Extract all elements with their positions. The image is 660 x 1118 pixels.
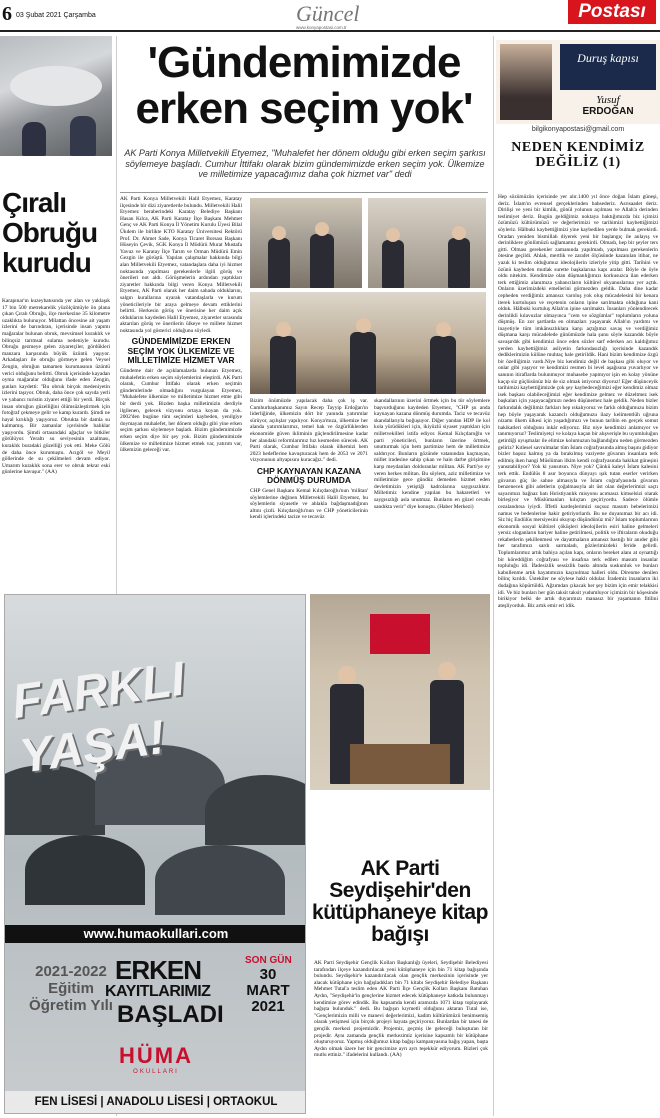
newspaper-logo: Postası [568,0,656,24]
columnist-photo [500,44,552,120]
ad-headline-erken: ERKEN [115,955,202,985]
main-article-column-1 [120,196,242,454]
ad-deadline-label: SON GÜN [245,955,292,966]
main-article-paragraph: AK Parti Konya Milletvekili Halil Etyemez, Karatay ilçesinde bir dizi ziyaretlerde bulundu. Milletvekili Halil Etyemez beraberindeki Karatay Belediye Başkanı Hasan Kılca, AK Parti Karatay İlçe Başkanı Mehmet Genç ve AK Parti Konya İl Yönetim Kurulu Üyesi Bilal Ükdem ile birlikte KTO Karatay Üniversitesi Rektörü Prof. Dr. Ahmet Sade, Konya Ticaret Borsası Başkanı Hüseyin Çevik, SGK Konya İl Müdürü Murat Mustafa Yavuz ve Karatay İlçe Tarım ve Orman Müdürü Emin Gezgin ile görüştü. Yapılan çalışmalar hakkında bilgi alan Milletvekili Etyemez, vatandaşlara daha iyi hizmet noktasında yapılması gerekenlerle ilgili görüş ve önerileri not aldı. Görüşmelerin ardından yaptıkları ziyaretler hakkında bilgi veren Konya Milletvekili Etyemez, AK Parti olarak her daim sahada olduklarını, salgın kurallarına uyarak vatandaşlarla ve kurum yöneticileriyle bir araya gelmeye devam ettiklerini belirtti. Herkesin görüş ve önerisine her daim açık olduklarını kaydeden Halil Etyemez, ziyaretler sırasında aktarılan görüş ve önerilerin ülkeye ve millete hizmet noktasında yol gösterici olduğunu söyledi. [120,196,243,334]
columnist-first-name: Yusuf [596,94,620,106]
school-advertisement [4,594,306,1114]
column-divider [493,36,494,1116]
ad-website: www.humaokullari.com [5,925,306,943]
site-url: www.konyapostasi.com.tr [296,25,347,30]
ad-brand-subtitle: OKULLARI [133,1069,179,1075]
meeting-photo [250,198,362,288]
books-table [350,744,450,784]
main-article-title: 'Gündemimizde erken seçim yok' [135,38,473,133]
issue-date: 03 Şubat 2021 Çarşamba [16,12,96,19]
page-header [0,0,660,28]
ad-academic-year: 2021-2022 Eğitim Öğretim Yılı [29,963,113,1014]
flag-icon [370,614,430,654]
columnist-last-name: ERDOĞAN [582,106,634,117]
ad-slogan: FARKLI YAŞA! [8,652,188,784]
column-title: NEDEN KENDİMİZ DEĞİLİZ (1) [511,140,645,170]
book-donation-photo [310,594,490,790]
ad-headline-basladi: BAŞLADI [117,1001,224,1028]
columnist-email: bilgikonyapostasi@gmail.com [531,126,625,133]
main-article-subheading: GÜNDEMİMİZDE ERKEN SEÇİM YOK ÜLKEMİZE VE MİLLETİMİZE HİZMET VAR [127,336,235,366]
main-article-column-2 [250,398,368,521]
deck-rule [120,192,488,193]
page-number: 6 [2,3,12,25]
column-body: Hep sözümüzün içerisinde yer alır.1400 yıl önce doğan İslam güneşi, deriz. İslam'ın evrensel gerçeklerinden bahsederiz. Asrısaadet deriz. Dirilişi ve yeni bir kimlik, gönül yolunun açılması ve Allah'a derinden teslimiyet deriz. Bugün geldiğimiz noktaya baktığımızda biz içimizi özümüzü kültürümüzü ve değerlerimizi ve tarihimizi kaybettiğimizi söyleriz. Hâlbuki kaybettiğimizi yine kaybedilen yerde bulmak gerekirdi. Oradan yeniden bismillah diyerek yeni bir başlangıç ile anlayış ve derinliklere gönlümüzü sağlamamız gerekirdi. Olmadı, hep bir şeyler ters gitti. Olması gerekenler zamanında yapılmadı, yapılması gerekenlerin ötesine geçildi. Ahlak, mertlik ve zarafet ölçüsünde kazanılan itibar, ne yazık ki teslim olduğumuz ideolojilerin izleriyle yitip gitti. Tarihini ve özünü kaybeden mutlak surette başkalarına kapı aralar. Böyle de öyle oldu nitekim. Kendimize olan düşmanlığımızı korkusuzca ilan ederken terk ettiğimiz alanımıza yabancıların kültürel okyanuslarına yer açtık. Onların üzerimizdeki emellerini görmezden geldik. Daha dine kadar cepheden verdiğimiz amansız varoluş yok oluş mücadelesini bir kenara iterek kurtuluşun ve reçetenin onların ipine sarılmakta olduğuna kani olduk. Hâlbuki kurtuluş Allah'ın ipine sarılmaktı. İnsanları yönlendirecek derinlikli kılavuzlar olmayınca "cem ve sözgümlar" toplumların yoluna düşmüş. En zor şartlarda en olmazları yaşayarak Allah'ın yardımı ve inayetiyle tüm imkânsızlıklara karşı açtığımız savaş ve verdiğimiz düşmana karşı mücadelede günümüzde hala şunu söyle kazandık böyle savaşırdık gibi kendimizi önce eden sözler sarf ederken acı kaldığımız yerden kaybettiğimiz asliyetin farkındasızlığı içerisinde kazandık dediklerimizin külüne muhtaç hale getirildik. Hani bizim kendimize özgü bir özelliğimiz vardı.Niye biz kendimiz değil de başkası gibi oluyor ve onlar gibi yaşıyor ve kendimizi resmen bi level aşağısına yuvarlıyor ve sanının itiraflarda bulunmuyor muhasebe yapmıyor işin en kolay yönüne kaçıp siz güçlüsünüz biz de siz olmak istiyoruz diyoruz! Eğer düşünceyik tarihimizi kaybettiğimizde çok şey kaybedeceğimizi eğer kendimiz olmaz isek başkası olabileceğimizi eğer kendimize gelmez ve düzeltmez isek başkaları için yaşayacağımızı neden düşünemez hale geldik. Neden bizler farkındalık değilimiz farkları hep ıskalıyoruz ve farklı olduğumuzu bizim hep böyle yaşayarak kazanclı olduğumuzu ilazy kelimentlüh uğruna nizamı ilkem ülkesi için yaşadığımızı ve bunun tarihin en gerçek somut hakikatleri olduğunu inkâr ediyoruz. Biz niye kendimizi anlamıyor ve tanımıyoruz? Teslimiyetçi ve kolaya kaçan bir alışverişle bu uyumluluğun getirdiği uyuşmalar ile elimize kolumuzun bağlandığını neden görmezden geliriz? Kıtlesel savrulmalar tüm İslam coğrafyasında almış başını gidiyor bizler başsız kalmış ya da bırakılmış vaziyette güvarun insanlara terk edilmiş iken hangi Müslüman ilkim kendi coğrafyasında hakikat güneşini yansıtabiliyor? Yok ki yansıtsın. Niye yok? Çünkü kaleyi İslam kalesini terk ettik. Endülüs 8 asır boyunca dünyayı ışık tutan eserler verirken güvarun güç ile sahne almasıyla ve İslam coğrafyasında güvarun benzenecek gibi adetlerin çoğalmasıyla alt üst olan değerlerimizi saçtı sayarımızı bağnaz batı Hıristiyanlık misyonu acımasız kimselsizi olarak birleşiyor ve Müslümanları kılıçtan geçiriyordu. Sadece ölümle cezalandırsa iyiydi. İffetli kardeşlerimizi suçsuz masum bebelerimizi namus ve bedenlerine hakir getiriyorlardı. Bu ne duyanımaz bir acı idi. Siz hiç Endülüs mersiyesini okuyup düşündünüz mü? İslam toplumlarının ekonomik sosyal kültürel çöküşleri ideolojilerin esiri haline gelmeleri yersiz sloganların bariyer haline getirilmesi, politik ve iftiraların okuduğu rekabetlerin şekillenmesi ve dayatmaların amansız bastığı bir anıder gibi her tarafımızı sardı sarmaladı, gözlerimizdeki feride gelirdi. Toplumlarımız artık bahiya açılan kapı, onların bereket alanı at oynattığı bir köreddiğim coğrafyası ve insafına terk edilen masum insanlar topluluğu idi. İfadesizlik sessizlik baskı altında suskunluk ve bunları kabullenme artık hayatımızın kaçınılmaz halleri oldu. Direnme denilen bilinç kırıldı. Üstekiler ne söylese haklı oldular. İrademiz insanların iki dudağına köpürtüldü. Ağzımdan çıkacak her şey bizim için emir telakkisi idi. Ve biz bunları her gün taksit taksit yudumluyor içimizin bir köşesinde birikiyor belki de artık duyarımızı manasız bir yaşamanın fitilini ateşliyorduk. Biz artık emir eri idik. [498,194,658,609]
main-article-paragraph: Bizim önümüzde yapılacak daha çok iş var. Cumhurbaşkanımız Sayın Recep Tayyip Erdoğan'ın liderliğinde, ülkemizin dört bir yanında yatırımlar sürüyor, açılışlar yapılıyor. Konya'mıza, ülkemize her alanda yatırımlarımız, temel hak ve özgürlüklerden ekonomide güven ikliminin güçlendirilmesine kadar her alandaki reformlarımız hız kesmeden sürecek. AK Parti olarak, Cumhur İttifakı olarak ülkemizi hem 2023 hedeflerine kavuşturacak hem de 2053 ve 2071 vizyonunun altyapısını kuracağız." dedi. [250,398,368,464]
main-article-subheading: CHP KAYNAYAN KAZANA DÖNMÜŞ DURUMDA [256,465,362,486]
column-name: Duruş kapısı [560,44,656,90]
second-article-body: AK Parti Seydişehir Gençlik Kolları Başkanlığı üyeleri, Seydişehir Belediyesi tarafından ilçeye kazandırılacak yeni kütüphaneye için bin 71 kitap bağışında bulundu. Seydişehir'e kazandırılacak olan gençlik merkezinin içerisinde yer alacak kütüphane için bağışladıkları bin 71 kitabı Seydişehir Belediye Başkanı Mehmet Tutal'a teslim eden AK Parti İlçe Gençlik Kolları Başkanı Batuhan Aydın, "Seydişehir'in gençlerine hizmet edecek kütüphaneye katkıda bulunmayı kendimize görev edindik. Bu kapsamda kendi aramızda 1071 kitap toplayarak bağışta bulunduk." dedi. Bu bağışın kıymetli olduğunu aktaran Tutal ise, "Gençlerimizin milli ve manevi değerlerimizi, kadim kültürümüzü benimsemiş olarak yetişmesi için birçok projeyi hayata geçiriyoruz. Bunlardan bir tanesi de gençlik merkezi projemizdir. Projemiz, geçmiş ile geleceği buluşturan bir projedir. Aynı zamanda gençlik merkezimiz içerisine kapsamlı bir kütüphane oluşturuyoruz. Yapmış olduğumuz kitap bağışı kampanyasına bağış yapan, başta Aydın olmak üzere her bir gencimize ayrı ayrı teşekkür ediyorum. Bizleri çok mutlu ettiniz." ifadelerini kullandı. (AA) [314,960,488,1059]
second-article-title: AK Parti Seydişehir'den kütüphaneye kitap bağışı [312,857,488,946]
ad-headline-kayit: KAYITLARIMIZ [105,983,211,1000]
main-article-paragraph: CHP Genel Başkanı Kemal Kılıçdaroğlu'nun 'militan' söylemlerine değinen Milletvekili Halil Etyemez, bu söylemlerin siyasetle ve ahlakla bağdaşmadığının altını çizdi. Kılıçdaroğlu'nun ve CHP yöneticilerinin kendi içlerindeki tacize ve tecavüz [250,487,368,521]
main-article-paragraph: Gündeme dair de açıklamalarda bulunan Etyemez, muhalefetin erken seçim söylemlerini eleştirdi. AK Parti olarak, Cumhur İttifakı olarak erken seçimin gündemlerinde olmadığını vurgulayan Etyemez, "Muhalefete ülkemize ve milletimize hizmet etme gibi bir derdi yok. Bizden başka milletimizin derdiyle ilgilenen, gelecek vizyonu ortaya koyan da yok. 2002'den bugüne tüm seçimleri kaybeden, yenilgiye doymayan muhalefet, her dönem olduğu gibi yine erken seçim şarkısı söylemeye başladı. Bizim gündemimizde erken seçim diye bir şey yok. Bizim gündemimizde ülkemize ve milletimize hizmet etmek var, yatırım var, ülkemizin geleceği var. [120,367,242,454]
left-article-body: Karapınar'ın kuzeybatısında yer alan ve yaklaşık 17 bin 500 metrekarelik yüzölçümüyle ön plana çıkan Çıralı Obruğu, ilçe merkezine 35 kilometre uzaklıkta bulunuyor. Milattan öncesine ait yaşam izlerini de barındıran, içerisinde insan yapımı mağaralar bulunan obruk, mevsimsel kuraklık ve bilinçsiz tarımsal sulama nedeniyle kurudu. Obruğu gezmeye gelen ziyaretçiler, gördükleri manzara karşısında büyük üzüntü yaşıyor. Arkadaşları ile obruğu görmeye gelen Veysel Zengin, obruğun tamamen kurumasının üzüntü verici olduğunu belirtti. Obruk içerisinde kayadan oyma mağaralar olduğunu ifade eden Zengin, şunları kaydetti: "Bu obruk birçok medeniyetin izlerini taşıyor. Obruk, daha önce çok sayıda yerli ve yabancı turistin ziyaret ettiği bir yerdi. Birçok insan obruğun güzelliğini ölümsüzleştirmek için fotoğraf çekmeye gelir ve kamp kurardı. Şimdi ne hayal kırıklığı yaşıyoruz. Obrukta bir damla su kalmamış. Bir zamanlar içerisinde balıklar yaşıyordu. Şimdi ortasındaki ağaçlar ve bitkiler görülüyor. Yeraltı su seviyesinin azalması, kuraklık buradaki güzelliği yok etti. Meke Gölü de daha önce kurumuştu. Acıgöl ve Meyil göllerinde de su çekilmeleri devam ediyor. Umarım kuraklık sona erer ve obruk tekrar eski günlerine kavuşur." (AA) [2,298,110,476]
ad-deadline-date: 30 MART 2021 [246,966,290,1015]
obruk-photo [0,36,112,156]
main-article-paragraph: skandallarının üzerini örtmek için bu tür söylemlere başvurduğunu kaydeden Etyemez, "CHP şu anda kaynayan kazana dönmüş durumda. Taciz ve tecavüz skandallarıyla boğuşuyor. Diğer yandan HDP ile kol kola yürüdükleri için, ikiyüzlü siyaset yaptıkları için milletvekilleri istifa ediyor. Kemal Kılıçdaroğlu ve parti yöneticileri, bunların üzerine örtmek, unutturmak için hem partimize hem de milletimize saldırıyor. Bunların gözünde vatanından kaçmayan, millet iradesine sahip çıkan ve hain darbe girişimine karşı meydanları dolduranlar militan. AK Parti'ye oy veren herkes militan. Bu söylem, aziz milletimize ve milletimize gece gündüz demeden hizmet eden devletimizin yetiştiği kadrolarına saygısızlıktır. Milletimiz kendine yapılan bu hakaretleri ve saygısızlığı asla unutmaz. Bunların en güzel cevabı sandıkta verir" diye konuştu. (Haber Merkezi) [374,398,490,510]
main-article-deck: AK Parti Konya Milletvekili Etyemez, "Muhalefet her dönem olduğu gibi erken seçim şarkısı söylemeye başladı. Cumhur İttifakı olarak bizim gündemimizde erken seçim yok. Ülkemize ve milletimize yapacağımız daha çok hizmet var" dedi [124,148,486,179]
main-article-column-3 [374,398,490,510]
header-rule [0,30,660,32]
left-article-title: Çıralı Obruğu kurudu [2,187,98,278]
office-photo [368,198,486,288]
ad-brand-logo: HÜMA [119,1043,193,1068]
ad-school-types: FEN LİSESİ | ANADOLU LİSESİ | ORTAOKUL [5,1091,306,1113]
visit-photo [250,292,486,394]
section-title: Güncel [296,1,360,26]
